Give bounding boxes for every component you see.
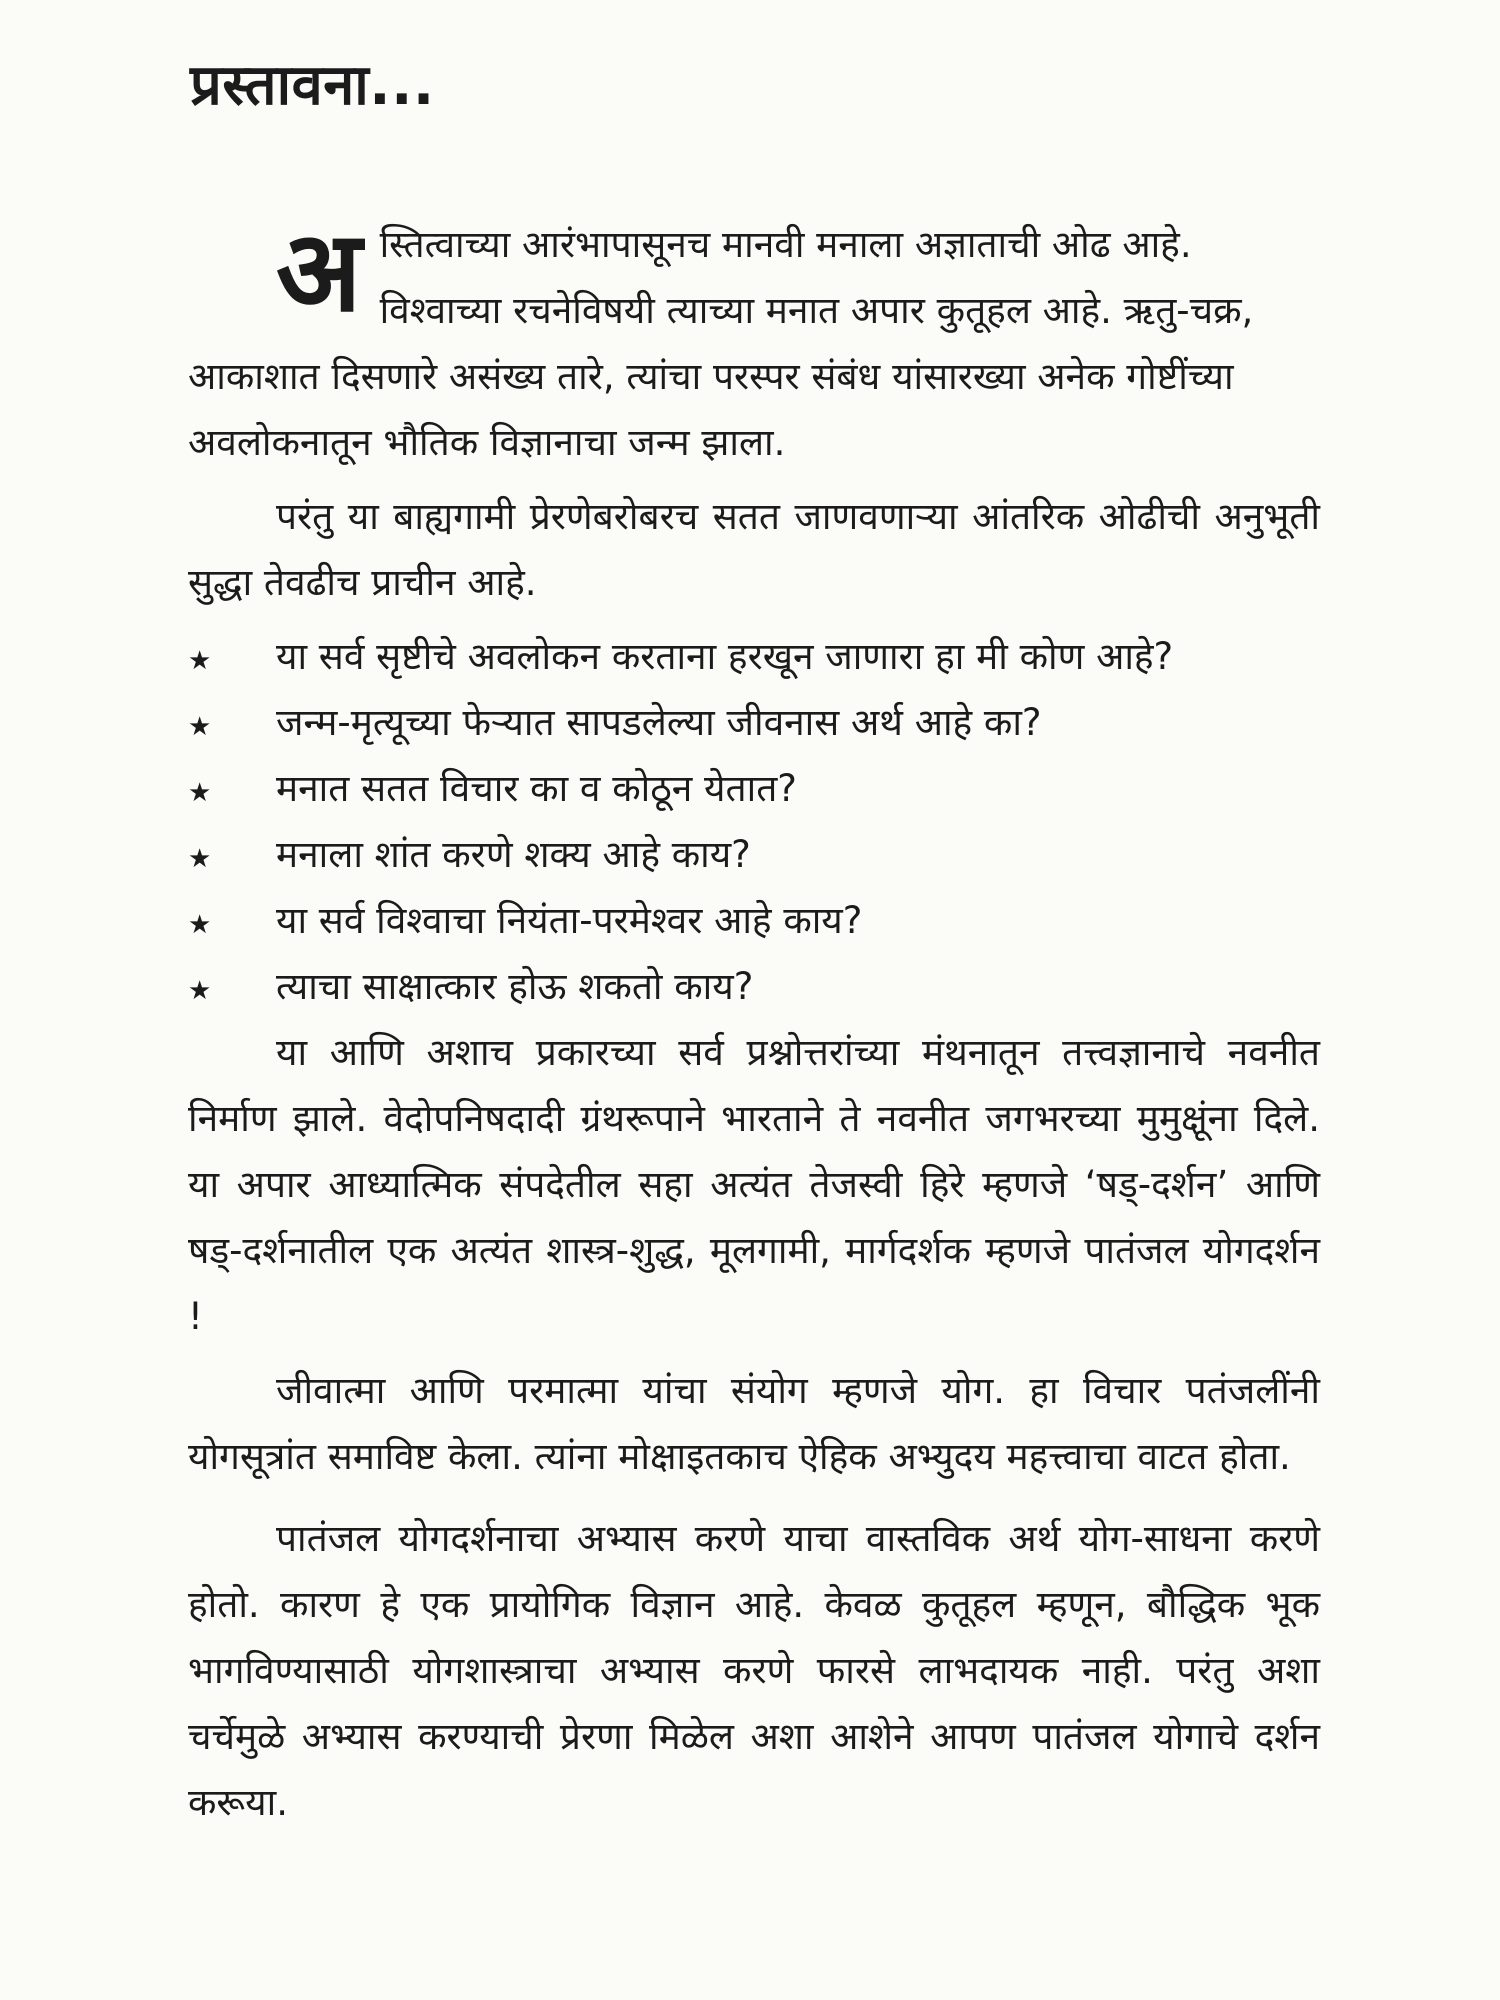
star-icon: ★ — [188, 844, 212, 874]
star-icon: ★ — [188, 910, 212, 940]
question-list — [188, 624, 1320, 1020]
star-icon: ★ — [188, 646, 212, 676]
list-item — [188, 690, 1320, 756]
list-item — [188, 888, 1320, 954]
list-item — [188, 822, 1320, 888]
paragraph-2: परंतु या बाह्यगामी प्रेरणेबरोबरच सतत जाणवणाऱ्या आंतरिक ओढीची अनुभूती सुद्धा तेवढीच प्राचीन आहे. — [188, 495, 1320, 604]
paragraph-3: या आणि अशाच प्रकारच्या सर्व प्रश्नोत्तरांच्या मंथनातून तत्त्वज्ञानाचे नवनीत निर्माण झाले. वेदोपनिषदादी ग्रंथरूपाने भारताने ते नवनीत जगभरच्या मुमुक्षूंना दिले. या अपार आध्यात्मिक संपदेतील सहा अत्यंत तेजस्वी हिरे म्हणजे ‘षड्-दर्शन’ आणि षड्-दर्शनातील एक अत्यंत शास्त्र-शुद्ध, मूलगामी, मार्गदर्शक म्हणजे पातंजल योगदर्शन ! — [188, 1031, 1320, 1338]
question-text: त्याचा साक्षात्कार होऊ शकतो काय? — [276, 965, 754, 1008]
star-icon: ★ — [188, 712, 212, 742]
paragraph-4: जीवात्मा आणि परमात्मा यांचा संयोग म्हणजे योग. हा विचार पतंजलींनी योगसूत्रांत समाविष्ट केला. त्यांना मोक्षाइतकाच ऐहिक अभ्युदय महत्त्वाचा वाटत होता. — [188, 1369, 1320, 1478]
list-item — [188, 624, 1320, 690]
question-text: जन्म-मृत्यूच्या फेऱ्यात सापडलेल्या जीवनास अर्थ आहे का? — [276, 701, 1042, 744]
page-title: प्रस्तावना... — [190, 53, 435, 118]
body-text — [188, 207, 1320, 1836]
question-text: मनात सतत विचार का व कोठून येतात? — [276, 767, 797, 810]
list-item — [188, 756, 1320, 822]
intro-paragraph — [188, 207, 1320, 476]
star-icon: ★ — [188, 778, 212, 808]
question-text: मनाला शांत करणे शक्य आहे काय? — [276, 833, 751, 876]
list-item — [188, 954, 1320, 1020]
intro-text: स्तित्वाच्या आरंभापासूनच मानवी मनाला अज्ञाताची ओढ आहे. विश्वाच्या रचनेविषयी त्याच्या मनात अपार कुतूहल आहे. ऋतु-चक्र, आकाशात दिसणारे असंख्य तारे, त्यांचा परस्पर संबंध यांसारख्या अनेक गोष्टींच्या अवलोकनातून भौतिक विज्ञानाचा जन्म झाला. — [188, 223, 1254, 464]
drop-cap: अ — [276, 207, 362, 337]
paragraph-5: पातंजल योगदर्शनाचा अभ्यास करणे याचा वास्तविक अर्थ योग-साधना करणे होतो. कारण हे एक प्रायोगिक विज्ञान आहे. केवळ कुतूहल म्हणून, बौद्धिक भूक भागविण्यासाठी योगशास्त्राचा अभ्यास करणे फारसे लाभदायक नाही. परंतु अशा चर्चेमुळे अभ्यास करण्याची प्रेरणा मिळेल अशा आशेने आपण पातंजल योगाचे दर्शन करूया. — [188, 1517, 1320, 1824]
question-text: या सर्व विश्वाचा नियंता-परमेश्वर आहे काय? — [276, 899, 863, 942]
star-icon: ★ — [188, 976, 212, 1006]
question-text: या सर्व सृष्टीचे अवलोकन करताना हरखून जाणारा हा मी कोण आहे? — [276, 635, 1174, 678]
